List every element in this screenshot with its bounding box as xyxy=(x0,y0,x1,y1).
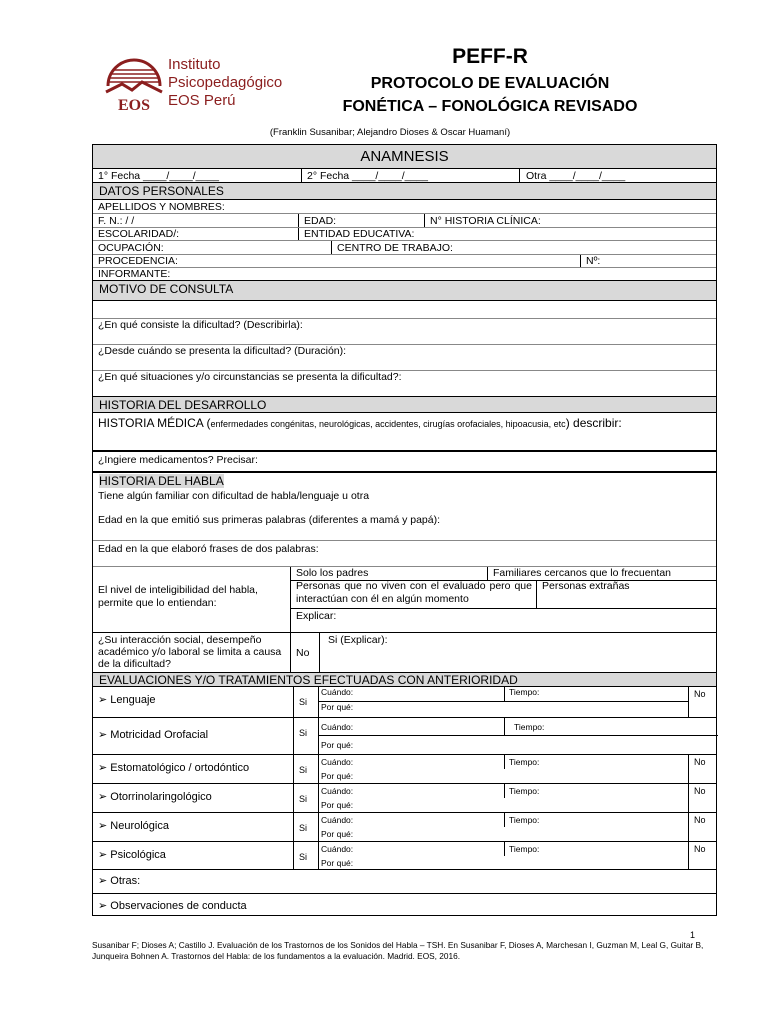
motivo-blank-row[interactable] xyxy=(93,301,716,319)
arrow-icon: ➢ xyxy=(98,849,108,861)
eval-label-motricidad: ➢ Motricidad Orofacial xyxy=(98,729,209,741)
q1-row[interactable] xyxy=(93,319,716,345)
arrow-icon: ➢ xyxy=(98,900,108,912)
eval-row-lenguaje xyxy=(93,687,716,718)
evaluation-form xyxy=(92,144,717,916)
escolaridad-field[interactable]: ESCOLARIDAD/: xyxy=(98,228,180,240)
entidad-educativa-field[interactable]: ENTIDAD EDUCATIVA: xyxy=(298,228,716,240)
document-title: PEFF-R xyxy=(452,45,528,68)
logo-line-3: EOS Perú xyxy=(168,92,236,109)
arrow-icon: ➢ xyxy=(98,875,108,887)
eval-si-estomatologico[interactable]: Si xyxy=(293,755,318,783)
cuando-field[interactable]: Cuándo: Tiempo: xyxy=(321,786,540,796)
historia-habla-title: HISTORIA DEL HABLA xyxy=(93,473,716,489)
motivo-header xyxy=(93,281,716,301)
porque-field[interactable]: Por qué: xyxy=(321,740,354,750)
eval-row-psicologica xyxy=(93,842,716,870)
inteligibilidad-label: El nivel de inteligibilidad del habla, permite que lo entiendan: xyxy=(98,584,258,609)
evaluaciones-header xyxy=(93,673,716,687)
eval-no-neurologica[interactable]: No xyxy=(688,813,718,841)
historia-habla-block xyxy=(93,473,716,541)
q1-label: ¿En qué consiste la dificultad? (Describirla): xyxy=(98,319,303,331)
q2-label: ¿Desde cuándo se presenta la dificultad? (Duración): xyxy=(98,345,347,357)
historia-medica-label: HISTORIA MÉDICA (enfermedades congénitas, neurológicas, accidentes, cirugías orofaciales, hipoacusia, etc) describir: xyxy=(98,416,622,430)
otras-label: ➢ Otras: xyxy=(98,875,141,887)
frases-row[interactable] xyxy=(93,541,716,567)
interaccion-si-option[interactable]: Si (Explicar): xyxy=(319,633,716,672)
cuando-field[interactable]: Cuándo: Tiempo: xyxy=(321,757,540,767)
historia-desarrollo-header xyxy=(93,397,716,413)
eval-si-neurologica[interactable]: Si xyxy=(293,813,318,841)
eval-detail-lenguaje xyxy=(318,687,688,717)
datos-personales-header xyxy=(93,183,716,200)
observaciones-row[interactable] xyxy=(93,894,716,916)
informante-field[interactable]: INFORMANTE: xyxy=(98,268,171,280)
escolaridad-row xyxy=(93,228,716,241)
medicamentos-row[interactable] xyxy=(93,452,716,473)
cuando-field[interactable]: Cuándo: Tiempo: xyxy=(321,815,540,825)
eval-si-lenguaje[interactable]: Si xyxy=(293,687,318,717)
historia-desarrollo-title: HISTORIA DEL DESARROLLO xyxy=(99,398,267,412)
eval-no-lenguaje[interactable]: No xyxy=(688,687,718,717)
porque-field[interactable]: Por qué: xyxy=(321,771,354,781)
eval-detail-neurologica xyxy=(318,813,688,841)
document-subtitle-2: FONÉTICA – FONOLÓGICA REVISADO xyxy=(342,98,638,115)
citation-footer: Susanibar F; Dioses A; Castillo J. Evaluación de los Trastornos de los Sonidos del Habla – TSH. En Susanibar F, Dioses A, Marchesan I, Guzman M, Leal G, Guitar B, Junqueira Bohnen A. Trastornos del Habla: de los fundamentos a la evaluación. Madrid. EOS, 2016. xyxy=(92,940,704,961)
historia-medica-row[interactable] xyxy=(93,413,716,452)
otra-fecha-field[interactable]: Otra ____/____/____ xyxy=(519,169,718,182)
eval-row-estomatologico xyxy=(93,755,716,784)
dates-row xyxy=(93,169,716,183)
fecha-1-field[interactable]: 1° Fecha ____/____/____ xyxy=(98,170,219,182)
fecha-2-field[interactable]: 2° Fecha ____/____/____ xyxy=(301,169,519,182)
eval-label-psicologica: ➢ Psicológica xyxy=(98,849,166,861)
apellidos-row xyxy=(93,200,716,214)
porque-field[interactable]: Por qué: xyxy=(321,857,354,868)
frases-label: Edad en la que elaboró frases de dos palabras: xyxy=(98,543,319,555)
q2-row[interactable] xyxy=(93,345,716,371)
eval-detail-otorrino xyxy=(318,784,688,812)
logo-line-2: Psicopedagógico xyxy=(168,74,283,91)
page-number: 1 xyxy=(690,930,696,940)
arrow-icon: ➢ xyxy=(98,791,108,803)
eval-row-neurologica xyxy=(93,813,716,842)
fecha-nacimiento-field[interactable]: F. N.: / / xyxy=(98,215,135,227)
eval-si-psicologica[interactable]: Si xyxy=(293,842,318,869)
medicamentos-label: ¿Ingiere medicamentos? Precisar: xyxy=(98,454,258,466)
eval-si-motricidad[interactable]: Si xyxy=(293,718,318,754)
cuando-field[interactable]: Cuándo: Tiempo: xyxy=(319,718,718,736)
evaluaciones-title: EVALUACIONES Y/O TRATAMIENTOS EFECTUADAS CON ANTERIORIDAD xyxy=(99,673,518,686)
informante-row xyxy=(93,268,716,281)
eval-label-otorrino: ➢ Otorrinolaringológico xyxy=(98,791,212,803)
primeras-palabras-label[interactable]: Edad en la que emitió sus primeras palabras (diferentes a mamá y papá): xyxy=(98,514,441,526)
arrow-icon: ➢ xyxy=(98,694,108,706)
cuando-field[interactable]: Cuándo: Tiempo: xyxy=(321,844,540,854)
porque-field[interactable]: Por qué: xyxy=(321,800,354,810)
familiar-label[interactable]: Tiene algún familiar con dificultad de habla/lenguaje u otra xyxy=(98,490,370,502)
familiares-option[interactable]: Familiares cercanos que lo frecuentan xyxy=(487,567,716,580)
ocupacion-field[interactable]: OCUPACIÓN: xyxy=(98,242,164,254)
personas-no-viven-option[interactable]: Personas que no viven con el evaluado pero que interactúan con él en algún momento xyxy=(296,580,532,605)
eval-row-otorrino xyxy=(93,784,716,813)
anamnesis-title: ANAMNESIS xyxy=(360,148,449,165)
interaccion-row xyxy=(93,633,716,673)
arrow-icon: ➢ xyxy=(98,729,108,741)
eval-no-psicologica[interactable]: No xyxy=(688,842,718,869)
apellidos-field[interactable]: APELLIDOS Y NOMBRES: xyxy=(98,201,225,213)
eval-row-motricidad xyxy=(93,718,716,755)
svg-text:EOS: EOS xyxy=(117,97,151,112)
cuando-field[interactable]: Cuándo: Tiempo: xyxy=(319,687,688,702)
solo-padres-option[interactable]: Solo los padres xyxy=(296,567,369,579)
fn-row xyxy=(93,214,716,228)
arrow-icon: ➢ xyxy=(98,762,108,774)
observaciones-label: ➢ Observaciones de conducta xyxy=(98,900,247,912)
eval-no-estomatologico[interactable]: No xyxy=(688,755,718,783)
logo-line-1: Instituto xyxy=(168,56,221,73)
historia-clinica-field[interactable]: N° HISTORIA CLÍNICA: xyxy=(424,214,716,227)
eval-detail-psicologica xyxy=(318,842,688,869)
porque-field[interactable]: Por qué: xyxy=(321,829,354,839)
q3-label: ¿En qué situaciones y/o circunstancias se presenta la dificultad?: xyxy=(98,371,402,383)
extranas-option[interactable]: Personas extrañas xyxy=(536,580,716,608)
document-subtitle-1: PROTOCOLO DE EVALUACIÓN xyxy=(370,75,610,92)
explicar-field[interactable]: Explicar: xyxy=(296,610,337,622)
eval-no-motricidad[interactable] xyxy=(688,718,718,754)
eval-label-lenguaje: ➢ Lenguaje xyxy=(98,694,156,706)
eval-si-otorrino[interactable]: Si xyxy=(293,784,318,812)
centro-trabajo-field[interactable]: CENTRO DE TRABAJO: xyxy=(331,241,716,254)
procedencia-row xyxy=(93,255,716,268)
ocupacion-row xyxy=(93,241,716,255)
eos-logo-icon xyxy=(104,56,164,112)
eval-label-neurologica: ➢ Neurológica xyxy=(98,820,169,832)
eval-detail-estomatologico xyxy=(318,755,688,783)
datos-personales-title: DATOS PERSONALES xyxy=(99,184,224,198)
interaccion-label: ¿Su interacción social, desempeño académico y/o laboral se limita a causa de la dificultad? xyxy=(98,634,282,670)
eval-label-estomatologico: ➢ Estomatológico / ortodóntico xyxy=(98,762,250,774)
eval-no-otorrino[interactable]: No xyxy=(688,784,718,812)
inteligibilidad-block xyxy=(93,567,716,633)
eval-detail-motricidad xyxy=(318,718,718,754)
arrow-icon: ➢ xyxy=(98,820,108,832)
q3-row[interactable] xyxy=(93,371,716,397)
anamnesis-header xyxy=(93,145,716,169)
motivo-title: MOTIVO DE CONSULTA xyxy=(99,282,234,296)
numero-field[interactable]: Nº: xyxy=(580,255,716,267)
institute-logo xyxy=(104,56,290,114)
edad-field[interactable]: EDAD: xyxy=(298,214,424,227)
procedencia-field[interactable]: PROCEDENCIA: xyxy=(98,255,178,267)
porque-field[interactable]: Por qué: xyxy=(321,702,354,712)
otras-row[interactable] xyxy=(93,870,716,894)
authors: (Franklin Susanibar; Alejandro Dioses & Oscar Huamaní) xyxy=(269,127,511,138)
interaccion-no-option[interactable]: No xyxy=(290,633,319,672)
